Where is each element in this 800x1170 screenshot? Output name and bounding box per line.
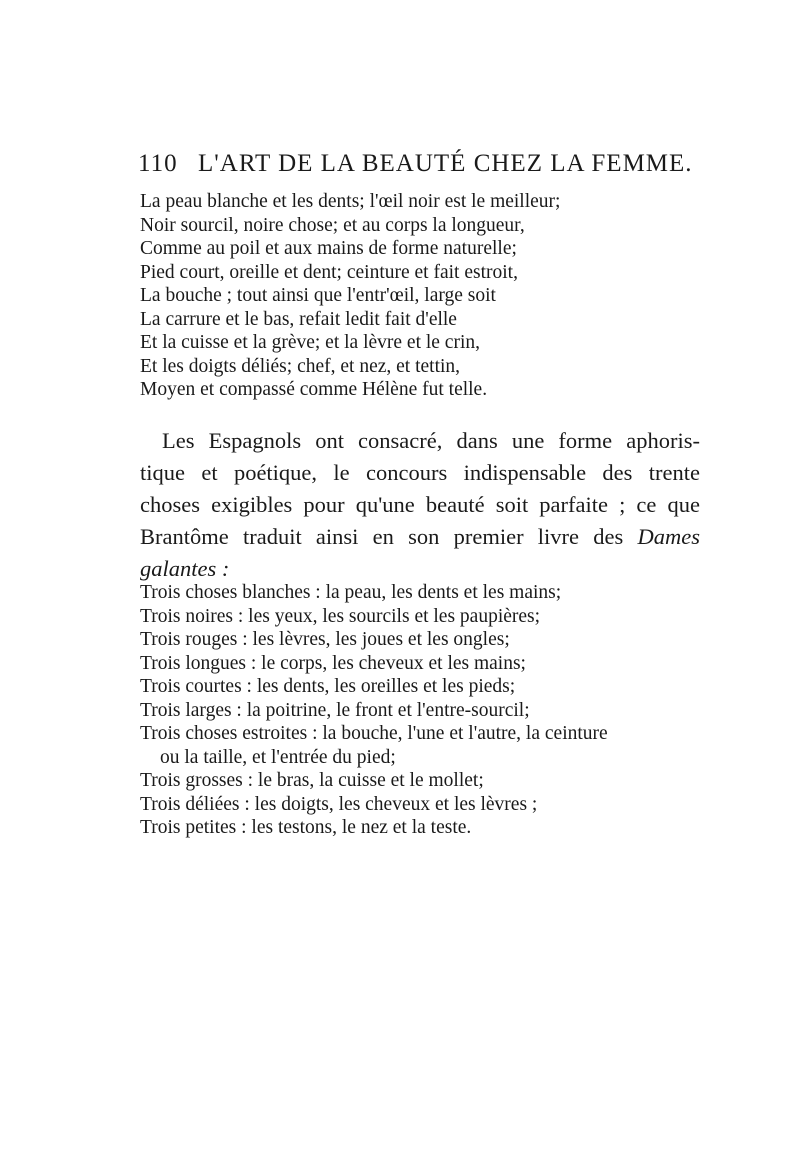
verse-line: La bouche ; tout ainsi que l'entr'œil, large soit [140,285,496,306]
list-item: Trois grosses : le bras, la cuisse et le mollet; [140,770,484,791]
verse-line: Et les doigts déliés; chef, et nez, et tettin, [140,355,461,377]
body-paragraph [140,425,700,585]
list-item: Trois choses blanches : la peau, les dents et les mains; [140,582,562,603]
running-head [138,150,693,182]
page-number: 110 [138,150,178,177]
paragraph-line: tique et poétique, le concours indispensable des trente [140,460,700,485]
list-item: Trois petites : les testons, le nez et la teste. [140,817,472,838]
list-item: Trois rouges : les lèvres, les joues et les ongles; [140,629,510,650]
verse-line: Noir sourcil, noire chose; et au corps la longueur, [140,214,525,236]
list-item: Trois noires : les yeux, les sourcils et les paupières; [140,605,541,627]
verse-line: Moyen et compassé comme Hélène fut telle. [140,379,488,400]
paragraph-line: choses exigibles pour qu'une beauté soit parfaite ; ce que [140,492,700,517]
list-item: Trois courtes : les dents, les oreilles et les pieds; [140,676,516,697]
list-item: Trois déliées : les doigts, les cheveux et les lèvres ; [140,793,538,815]
verse-quotation [140,190,680,402]
running-title: L'ART DE LA BEAUTÉ CHEZ LA FEMME. [198,150,693,177]
verse-line: La peau blanche et les dents; l'œil noir est le meilleur; [140,191,561,212]
list-item: Trois larges : la poitrine, le front et l'entre-sourcil; [140,699,530,721]
book-title-italic: galantes : [140,556,230,581]
list-item: Trois longues : le corps, les cheveux et les mains; [140,652,526,674]
thirty-things-list [140,581,700,840]
verse-line: Comme au poil et aux mains de forme naturelle; [140,238,517,259]
paragraph-text: Brantôme traduit ainsi en son premier livre des [140,524,624,549]
verse-line: Pied court, oreille et dent; ceinture et fait estroit, [140,261,518,283]
paragraph-line [140,521,700,553]
book-title-italic: Dames [637,524,700,549]
list-item-continuation: ou la taille, et l'entrée du pied; [160,746,396,768]
paragraph-line: Les Espagnols ont consacré, dans une forme aphoris- [162,428,700,453]
verse-line: Et la cuisse et la grève; et la lèvre et le crin, [140,332,481,353]
list-item: Trois choses estroites : la bouche, l'une et l'autre, la ceinture [140,723,608,744]
verse-line: La carrure et le bas, refait ledit fait d'elle [140,308,457,330]
